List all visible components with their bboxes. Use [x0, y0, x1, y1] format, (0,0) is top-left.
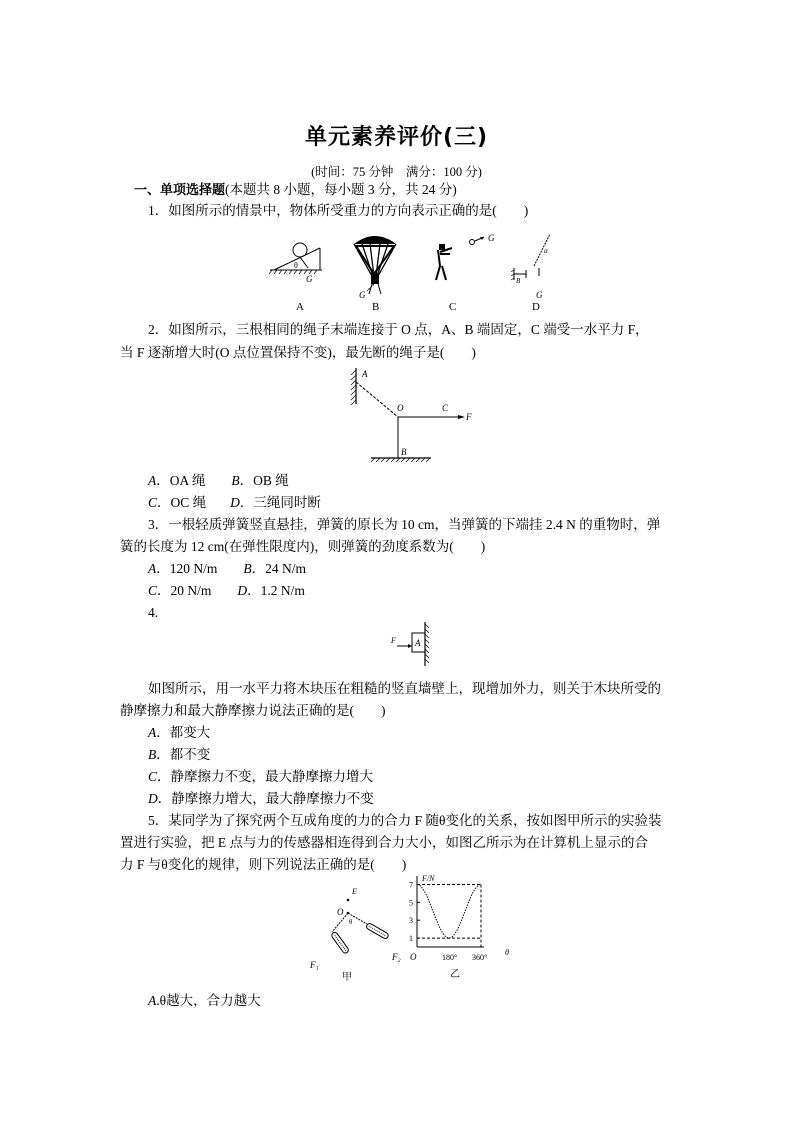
angle-label: θ	[294, 261, 298, 270]
force-f-label: F	[391, 636, 396, 645]
series-line-f	[417, 885, 481, 939]
option-key: C	[148, 495, 158, 510]
option-key: D	[230, 495, 240, 510]
q2-options-row-2: C．OC 绳 D．三绳同时断	[148, 495, 321, 510]
point-a-label: A	[362, 369, 368, 379]
y-axis-label: F/N	[422, 874, 435, 883]
point-o-label: O	[337, 907, 344, 917]
q5-stem-3: 力 F 与θ变化的规律，则下列说法正确的是( )	[120, 857, 407, 872]
point-o-label: O	[397, 403, 404, 413]
theta-label: θ	[349, 918, 353, 926]
fig-label-d: D	[532, 301, 540, 313]
y-tick-label: 5	[409, 898, 413, 908]
q3-stem-1: 3．一根轻质弹簧竖直悬挂，弹簧的原长为 10 cm，当弹簧的下端挂 2.4 N 的重物时，弹	[148, 517, 661, 532]
x-tick-label: 360°	[472, 953, 488, 962]
f2-label: F₂	[392, 952, 401, 962]
q4-stem-1: 如图所示，用一水平力将木块压在粗糙的竖直墙壁上，现增加外力，则关于木块所受的	[148, 681, 661, 696]
option-key: C	[148, 769, 158, 784]
point-c-label: C	[442, 403, 449, 413]
q4-option-d: D．静摩擦力增大，最大静摩擦力不变	[148, 791, 374, 806]
origin-label: O	[410, 952, 417, 962]
exam-info: (时间：75 分钟 满分：100 分)	[311, 165, 482, 179]
q2-options-row-1: A．OA 绳 B．OB 绳	[148, 473, 289, 488]
fig-label-c: C	[449, 301, 457, 313]
option-key: A	[148, 473, 157, 488]
option-key: C	[148, 583, 158, 598]
option-key: D	[148, 791, 158, 806]
fig-label-b: B	[372, 301, 380, 313]
caption-yi: 乙	[450, 969, 460, 980]
y-tick-label: 3	[409, 916, 413, 926]
gravity-label-b: G	[359, 290, 366, 300]
q2-stem-1: 2．如图所示，三根相同的绳子末端连接于 O 点，A、B 端固定，C 端受一水平力 F，	[148, 322, 649, 337]
option-text: OC 绳	[170, 495, 207, 510]
option-key: B	[243, 561, 252, 576]
y-tick-label: 7	[409, 880, 413, 890]
q3-options-row-2: C．20 N/m D．1.2 N/m	[148, 583, 305, 598]
gravity-label-c: G	[488, 233, 495, 243]
q4-figure	[388, 620, 438, 670]
q5-stem-1: 5．某同学为了探究两个互成角度的力的合力 F 随θ变化的关系，按如图甲所示的实验装	[148, 813, 662, 828]
guide-lines	[417, 884, 481, 947]
q5-figure-jia	[305, 880, 405, 985]
f1-label: F₁	[310, 960, 319, 970]
point-b-label: B	[401, 447, 407, 457]
block-label-d: B	[516, 277, 521, 285]
caption-jia: 甲	[342, 972, 352, 983]
option-text: OA 绳	[169, 473, 206, 488]
incline-label-d: α	[544, 247, 548, 255]
q4-option-a: A．都变大	[148, 725, 211, 740]
option-text: OB 绳	[253, 473, 289, 488]
q1-stem: 1．如图所示的情景中，物体所受重力的方向表示正确的是( )	[148, 203, 529, 218]
q1-fig-c	[436, 233, 495, 313]
f-theta-chart	[408, 870, 518, 985]
option-text: 20 N/m	[170, 583, 212, 598]
q2-figure	[345, 364, 475, 464]
section-note: (本题共 8 小题，每小题 3 分，共 24 分)	[225, 182, 457, 197]
x-tick-label: 180°	[442, 953, 458, 962]
option-key: D	[237, 583, 248, 598]
x-axis-label: θ	[505, 948, 509, 957]
q1-fig-a	[269, 243, 322, 313]
option-key: B	[231, 473, 240, 488]
point-e-label: E	[352, 887, 357, 896]
option-key: A	[148, 561, 157, 576]
q2-stem-2: 当 F 逐渐增大时(O 点位置保持不变)，最先断的绳子是( )	[120, 345, 476, 360]
q5-stem-2: 置进行实验，把 E 点与力的传感器相连得到合力大小，如图乙所示为在计算机上显示的合	[120, 835, 648, 850]
q4-stem-2: 静摩擦力和最大静摩擦力说法正确的是( )	[120, 703, 386, 718]
q1-fig-d	[511, 234, 550, 313]
option-text: 120 N/m	[169, 561, 218, 576]
fig-label-a: A	[296, 301, 304, 313]
option-text: 三绳同时断	[253, 495, 321, 510]
option-text: 静摩擦力增大，最大静摩擦力不变	[171, 791, 374, 806]
gravity-label-a: G	[306, 274, 313, 284]
force-f-label: F	[466, 412, 472, 422]
section-title: 一、单项选择题	[134, 183, 226, 198]
option-text: 都变大	[169, 725, 211, 740]
q4-option-b: B．都不变	[148, 747, 211, 762]
q1-fig-b	[354, 236, 396, 313]
q5-option-a	[148, 992, 261, 1010]
option-text: 1.2 N/m	[260, 583, 305, 598]
page-title: 单元素养评价(三)	[304, 125, 489, 150]
q1-figure	[262, 228, 552, 318]
option-key: A	[148, 725, 157, 740]
option-key: A	[148, 993, 157, 1008]
y-tick-labels	[409, 880, 420, 943]
option-key: B	[148, 747, 157, 762]
q3-stem-2: 簧的长度为 12 cm(在弹性限度内)，则弹簧的劲度系数为( )	[120, 539, 486, 554]
option-text: 静摩擦力不变，最大静摩擦力增大	[170, 769, 374, 784]
y-tick-label: 1	[409, 934, 413, 944]
q3-options-row-1: A．120 N/m B．24 N/m	[148, 561, 307, 576]
gravity-label-d: G	[536, 290, 543, 300]
q4-number: 4.	[148, 605, 159, 620]
option-text: 24 N/m	[265, 561, 307, 576]
option-text: .θ越大，合力越大	[156, 993, 261, 1008]
option-text: 都不变	[169, 747, 211, 762]
block-a-label: A	[415, 638, 421, 648]
section-heading	[134, 181, 457, 200]
q4-option-c: C．静摩擦力不变，最大静摩擦力增大	[148, 769, 374, 784]
